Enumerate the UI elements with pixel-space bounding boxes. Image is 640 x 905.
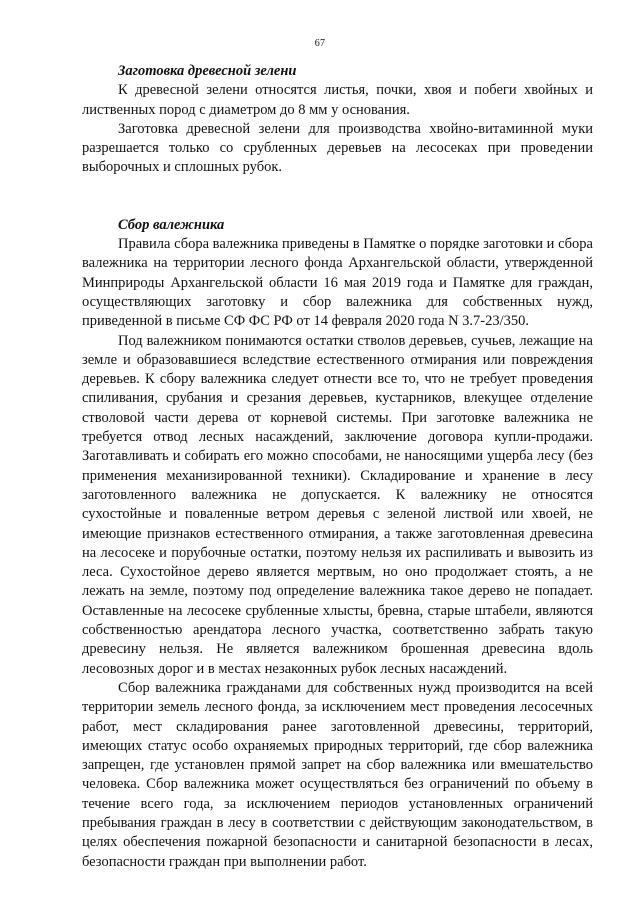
section-deadwood	[82, 216, 593, 872]
section-heading: Сбор валежника	[118, 216, 225, 233]
section-spacer	[82, 197, 593, 216]
document-body	[82, 62, 593, 872]
page-number: 67	[314, 38, 326, 49]
section-heading: Заготовка древесной зелени	[118, 63, 297, 79]
paragraph: Правила сбора валежника приведены в Памятке о порядке заготовки и сбора валежника на территории лесного фонда Архангельской области, утвержденной Минприроды Архангельской области 16 мая 2019 года и Памятке для граждан, осуществляющих заготовку и сбор валежника для собственных нужд, приведенной в письме СФ ФС РФ от 14 февраля 2020 года N 3.7-23/350.	[82, 236, 593, 330]
paragraph: Под валежником понимаются остатки стволов деревьев, сучьев, лежащие на земле и образовавшиеся вследствие естественного отмирания или повреждения деревьев. К сбору валежника следует отнести все то, что не требует проведения спиливания, срубания и срезания деревьев, кустарников, влекущее отделение стволовой части дерева от корневой системы. При заготовке валежника не требуется отвод лесных насаждений, заключение договора купли-продажи. Заготавливать и собирать его можно способами, не наносящими ущерба лесу (без применения механизированной техники). Складирование и хранение в лесу заготовленного валежника не допускается. К валежнику не относятся сухостойные и поваленные ветром деревья с зеленой листвой или хвоей, не имеющие признаков естественного отмирания, а также заготовленная древесина на лесосеке и порубочные остатки, поэтому нельзя их распиливать и вывозить из леса. Сухостойное дерево является мертвым, но оно продолжает стоять, а не лежать на земле, поэтому под определение валежника такое дерево не попадает. Оставленные на лесосеке срубленные хлысты, бревна, старые штабели, являются собственностью арендатора лесного участка, соответственно забрать такую древесину нельзя. Не является валежником брошенная древесина вдоль лесовозных дорог и в местах незаконных рубок лесных насаждений.	[82, 332, 593, 677]
section-spacer	[82, 178, 593, 197]
section-green-wood	[82, 62, 593, 178]
paragraph: Сбор валежника гражданами для собственных нужд производится на всей территории земель лесного фонда, за исключением мест проведения лесосечных работ, мест складирования ранее заготовленной древесины, территорий, имеющих статус особо охраняемых природных территорий, где сбор валежника запрещен, где установлен прямой запрет на сбор валежника или вмешательство человека. Сбор валежника может осуществляться без ограничений по объему в течение всего года, за исключением периодов установленных ограничений пребывания граждан в лесу в соответствии с действующим законодательством, в целях обеспечения пожарной безопасности и санитарной безопасности в лесах, безопасности граждан при выполнении работ.	[82, 679, 593, 870]
paragraph: К древесной зелени относятся листья, почки, хвоя и побеги хвойных и лиственных пород с диаметром до 8 мм у основания.	[82, 82, 593, 118]
paragraph: Заготовка древесной зелени для производства хвойно-витаминной муки разрешается только со срубленных деревьев на лесосеках при проведении выборочных и сплошных рубок.	[82, 120, 593, 176]
